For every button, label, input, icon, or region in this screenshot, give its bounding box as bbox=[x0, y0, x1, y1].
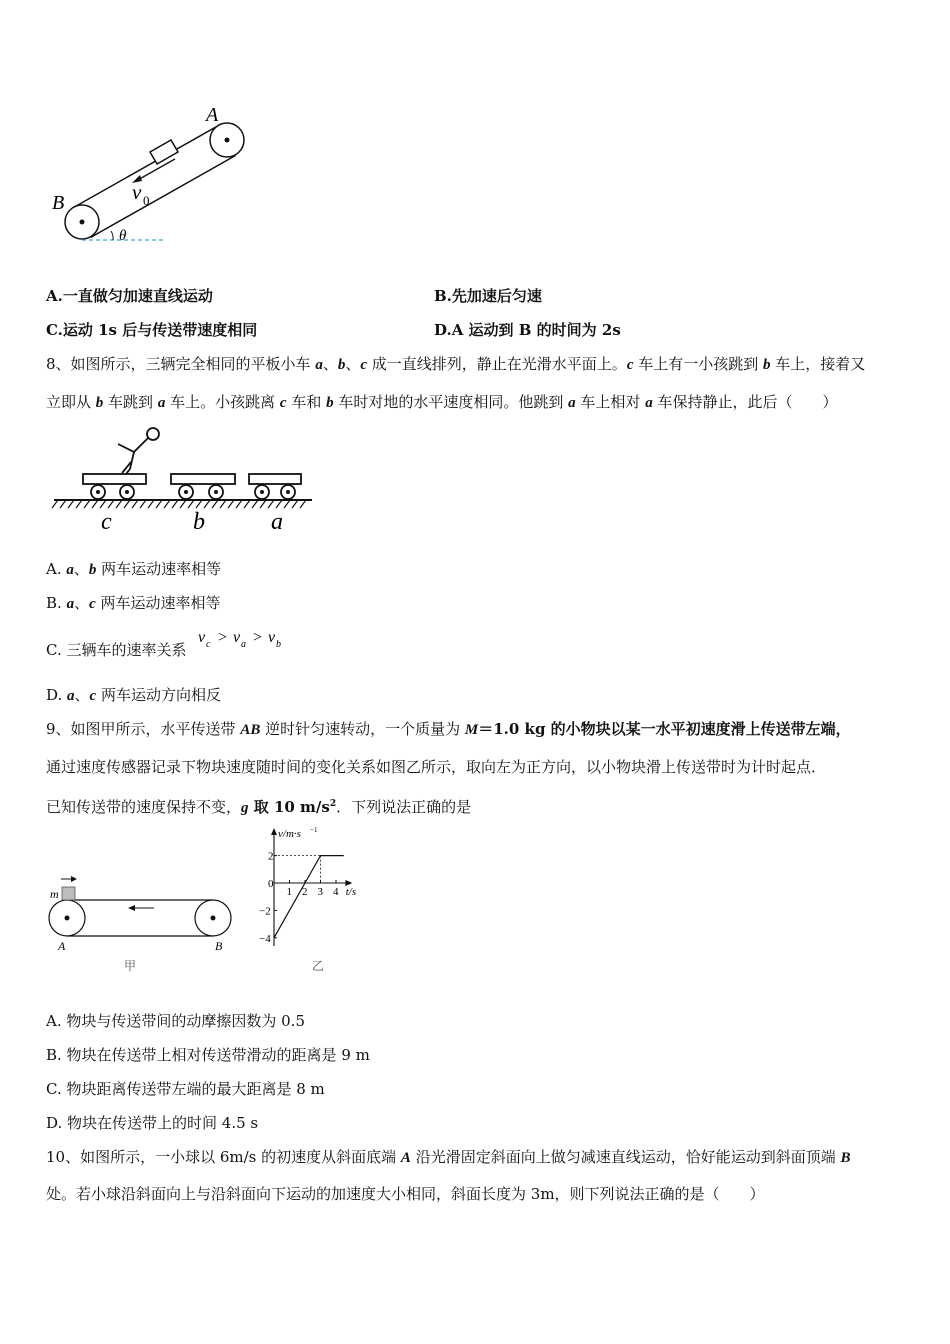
label-v0: v bbox=[132, 180, 142, 204]
q7-option-d: D.A 运动到 B 的时间为 2s bbox=[434, 321, 621, 339]
x-tick-label: 4 bbox=[333, 886, 339, 898]
q9-option-b: B. 物块在传送带上相对传送带滑动的距离是 9 m bbox=[46, 1046, 370, 1064]
x-tick-label: 2 bbox=[302, 886, 308, 898]
y-axis-label: v/m·s bbox=[278, 828, 301, 840]
label-v0-sub: 0 bbox=[143, 193, 150, 208]
svg-text:v: v bbox=[233, 629, 241, 646]
q8-stem-line1: 8、如图所示，三辆完全相同的平板小车 a、b、c 成一直线排列，静止在光滑水平面上。c 车上有一小孩跳到 b 车上，接着又 bbox=[46, 355, 866, 373]
x-tick-label: 1 bbox=[286, 886, 292, 898]
q8-carts-figure bbox=[50, 422, 320, 537]
q7-option-c: C.运动 1s 后与传送带速度相同 bbox=[46, 321, 258, 339]
q9-figure-yi-chart bbox=[250, 822, 380, 980]
label-b: B bbox=[52, 192, 65, 214]
q8-option-c: C. 三辆车的速率关系 bbox=[46, 641, 187, 659]
caption-jia: 甲 bbox=[124, 959, 137, 973]
q7-option-a: A.一直做匀加速直线运动 bbox=[46, 287, 213, 305]
q9-stem-line3: 已知传送带的速度保持不变，g 取 10 $m/s^2$．下列说法正确的是 bbox=[46, 798, 472, 816]
svg-text:a: a bbox=[241, 639, 246, 650]
label-a: A bbox=[206, 104, 219, 126]
label-m: m bbox=[50, 887, 59, 901]
svg-text:b: b bbox=[276, 639, 281, 650]
q7-option-b: B.先加速后匀速 bbox=[434, 287, 542, 305]
q9-stem-line2: 通过速度传感器记录下物块速度随时间的变化关系如图乙所示，取向左为正方向，以小物块滑上传送带时为计时起点． bbox=[46, 758, 827, 776]
cart-a bbox=[249, 474, 301, 499]
q7-conveyor-figure bbox=[40, 95, 260, 260]
q8-option-c-formula bbox=[196, 626, 292, 654]
child bbox=[118, 428, 159, 474]
block bbox=[62, 887, 75, 900]
x-tick-label: 3 bbox=[317, 886, 323, 898]
svg-text:>: > bbox=[218, 629, 228, 646]
svg-text:>: > bbox=[253, 629, 263, 646]
q9-stem-line1: 9、如图甲所示，水平传送带 AB 逆时针匀速转动，一个质量为 M＝1.0 kg 的小物块以某一水平初速度滑上传送带左端， bbox=[46, 720, 851, 738]
label-theta: θ bbox=[119, 228, 127, 244]
y-tick-label: −2 bbox=[259, 905, 271, 918]
y-tick-label: 2 bbox=[268, 850, 274, 863]
q8-stem-line2: 立即从 b 车跳到 a 车上。小孩跳离 c 车和 b 车时对地的水平速度相同。他跳到 a 车上相对 a 车保持静止，此后（ ） bbox=[46, 393, 838, 411]
y-axis-arrow bbox=[271, 828, 277, 835]
q8-option-b: B. a、c 两车运动速率相等 bbox=[46, 594, 221, 612]
svg-text:v: v bbox=[268, 629, 276, 646]
cart-label-b: b bbox=[193, 509, 205, 535]
q9-option-d: D. 物块在传送带上的时间 4.5 s bbox=[46, 1114, 259, 1132]
svg-text:c: c bbox=[206, 639, 211, 650]
q9-option-c: C. 物块距离传送带左端的最大距离是 8 m bbox=[46, 1080, 325, 1098]
q8-option-a: A. a、b 两车运动速率相等 bbox=[46, 560, 222, 578]
y-axis-label-sup: −1 bbox=[310, 826, 318, 834]
label-b: B bbox=[215, 939, 223, 953]
svg-text:v: v bbox=[198, 629, 206, 646]
q10-stem-line2: 处。若小球沿斜面向上与沿斜面向下运动的加速度大小相同，斜面长度为 3m，则下列说法正确的是（ ） bbox=[46, 1185, 765, 1203]
cart-label-a: a bbox=[271, 509, 283, 535]
q9-option-a: A. 物块与传送带间的动摩擦因数为 0.5 bbox=[46, 1012, 305, 1030]
cart-c bbox=[83, 474, 146, 499]
q8-option-d: D. a、c 两车运动方向相反 bbox=[46, 686, 221, 704]
q9-figure-jia bbox=[44, 870, 240, 980]
cart-label-c: c bbox=[101, 509, 112, 535]
y-tick-label: −4 bbox=[259, 932, 271, 945]
q10-stem-line1: 10、如图所示，一小球以 6m/s 的初速度从斜面底端 A 沿光滑固定斜面向上做匀减速直线运动，恰好能运动到斜面顶端 B bbox=[46, 1148, 851, 1166]
x-axis-label: t/s bbox=[345, 886, 357, 898]
y-tick-label: 0 bbox=[268, 878, 274, 890]
caption-yi: 乙 bbox=[312, 959, 325, 973]
cart-b bbox=[171, 474, 235, 499]
label-a: A bbox=[58, 939, 66, 953]
